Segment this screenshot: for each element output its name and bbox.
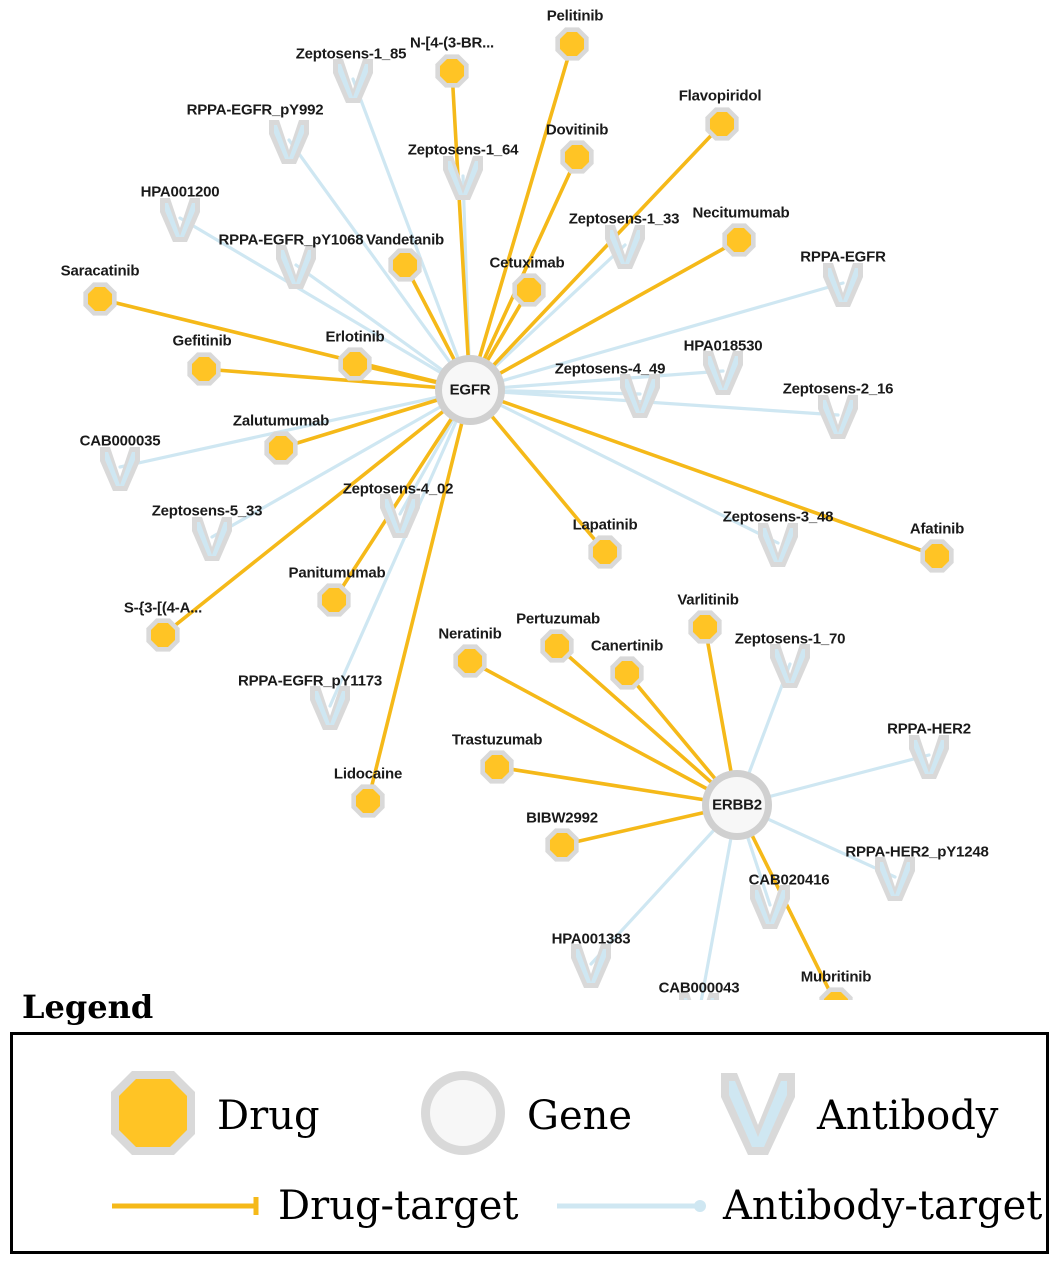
drug-label: Lidocaine xyxy=(333,765,403,783)
drug-node[interactable] xyxy=(688,610,721,643)
antibody-label: Zeptosens-2_16 xyxy=(782,380,894,398)
drug-label: Pelitinib xyxy=(546,7,604,25)
drug-label: Mubritinib xyxy=(800,968,872,986)
antibody-node[interactable] xyxy=(909,735,949,779)
drug-label: S-{3-[(4-A... xyxy=(123,599,203,617)
drug-label: Neratinib xyxy=(438,625,502,643)
drug-node[interactable] xyxy=(83,282,116,315)
drug-label: Trastuzumab xyxy=(451,731,543,749)
antibody-label: RPPA-EGFR_pY992 xyxy=(186,101,324,119)
drug-node[interactable] xyxy=(512,273,545,306)
antibody-label: Zeptosens-1_70 xyxy=(734,630,846,648)
drug-label: Afatinib xyxy=(909,520,965,538)
drug-node[interactable] xyxy=(555,27,588,60)
gene-icon xyxy=(413,1063,513,1168)
antibody-node[interactable] xyxy=(160,198,200,242)
antibody-label: Zeptosens-1_64 xyxy=(407,141,519,159)
antibody-label: RPPA-HER2 xyxy=(887,720,971,738)
drug-node[interactable] xyxy=(435,54,468,87)
drug-node[interactable] xyxy=(388,248,421,281)
drug-label: Cetuximab xyxy=(489,254,565,272)
antibody-node[interactable] xyxy=(100,447,140,491)
legend-label-drug-target: Drug-target xyxy=(278,1183,519,1229)
antibody-label: HPA001200 xyxy=(140,183,220,201)
drug-node[interactable] xyxy=(480,750,513,783)
antibody-node[interactable] xyxy=(192,517,232,561)
antibody-label: CAB000035 xyxy=(79,432,161,450)
antibody-label: HPA001383 xyxy=(551,930,631,948)
antibody-label: Zeptosens-4_49 xyxy=(554,360,666,378)
antibody-node[interactable] xyxy=(620,374,660,418)
antibody-icon xyxy=(713,1063,803,1168)
drug-node[interactable] xyxy=(722,223,755,256)
drug-label: Varlitinib xyxy=(677,591,739,609)
antibody-node[interactable] xyxy=(310,686,350,730)
drug-node[interactable] xyxy=(187,352,220,385)
antibody-label: Zeptosens-1_33 xyxy=(568,210,680,228)
drug-label: Gefitinib xyxy=(172,332,232,350)
drug-label: Canertinib xyxy=(590,637,664,655)
antibody-node[interactable] xyxy=(276,245,316,289)
legend-label-gene: Gene xyxy=(527,1092,633,1139)
antibody-label: CAB000043 xyxy=(658,979,740,997)
antibody-label: RPPA-HER2_pY1248 xyxy=(845,843,989,861)
antibody-label: RPPA-EGFR xyxy=(800,248,886,266)
antibody-label: RPPA-EGFR_pY1173 xyxy=(237,672,383,690)
antibody-node[interactable] xyxy=(818,395,858,439)
drug-label: Necitumumab xyxy=(692,204,790,222)
antibody-node[interactable] xyxy=(758,523,798,567)
drug-label: Saracatinib xyxy=(60,262,140,280)
antibody-target-edge-icon xyxy=(553,1194,713,1218)
drug-node[interactable] xyxy=(338,347,371,380)
legend-item-antibody-target xyxy=(553,1183,1042,1229)
drug-node[interactable] xyxy=(540,629,573,662)
antibody-node[interactable] xyxy=(875,857,915,901)
drug-node[interactable] xyxy=(545,828,578,861)
legend-label-antibody-target: Antibody-target xyxy=(723,1183,1043,1229)
legend-box xyxy=(10,1032,1049,1254)
antibody-label: HPA018530 xyxy=(683,337,763,355)
gene-label: ERBB2 xyxy=(712,796,762,814)
drug-label: Dovitinib xyxy=(545,121,609,139)
legend-edges-row xyxy=(13,1175,1046,1245)
antibody-label: Zeptosens-1_85 xyxy=(295,45,407,63)
antibody-label: CAB020416 xyxy=(748,871,830,889)
drug-node[interactable] xyxy=(920,539,953,572)
antibody-node[interactable] xyxy=(750,885,790,929)
legend-title: Legend xyxy=(22,988,154,1026)
drug-label: Panitumumab xyxy=(288,564,386,582)
drug-node[interactable] xyxy=(453,644,486,677)
drug-label: Flavopiridol xyxy=(678,87,762,105)
drug-label: Erlotinib xyxy=(325,328,385,346)
drug-node[interactable] xyxy=(146,618,179,651)
drug-label: Lapatinib xyxy=(572,516,638,534)
legend-item-gene xyxy=(413,1063,632,1168)
legend-label-drug: Drug xyxy=(217,1092,320,1139)
drug-label: Pertuzumab xyxy=(516,610,600,628)
antibody-label: Zeptosens-4_02 xyxy=(342,480,454,498)
antibody-label: RPPA-EGFR_pY1068 xyxy=(218,231,364,249)
antibody-node[interactable] xyxy=(823,263,863,307)
legend-item-drug xyxy=(103,1063,320,1168)
drug-label: Zalutumumab xyxy=(232,412,330,430)
drug-target-edge-icon xyxy=(108,1194,268,1218)
drug-label: BIBW2992 xyxy=(526,809,598,827)
drug-node[interactable] xyxy=(317,583,350,616)
drug-node[interactable] xyxy=(264,431,297,464)
drug-label: Vandetanib xyxy=(365,231,445,249)
gene-label: EGFR xyxy=(449,381,491,399)
drug-node[interactable] xyxy=(560,140,593,173)
legend-shapes-row xyxy=(13,1053,1046,1158)
antibody-label: Zeptosens-3_48 xyxy=(722,508,834,526)
legend-panel xyxy=(0,988,1059,1254)
drug-node[interactable] xyxy=(705,107,738,140)
drug-node[interactable] xyxy=(610,656,643,689)
drug-label: N-[4-(3-BR... xyxy=(409,34,495,52)
legend-label-antibody: Antibody xyxy=(817,1092,999,1139)
antibody-node[interactable] xyxy=(703,351,743,395)
legend-item-antibody xyxy=(713,1063,998,1168)
legend-item-drug-target xyxy=(108,1183,518,1229)
drug-node[interactable] xyxy=(588,535,621,568)
drug-node[interactable] xyxy=(351,784,384,817)
antibody-label: Zeptosens-5_33 xyxy=(151,502,263,520)
antibody-node[interactable] xyxy=(571,944,611,988)
drug-icon xyxy=(103,1063,203,1168)
